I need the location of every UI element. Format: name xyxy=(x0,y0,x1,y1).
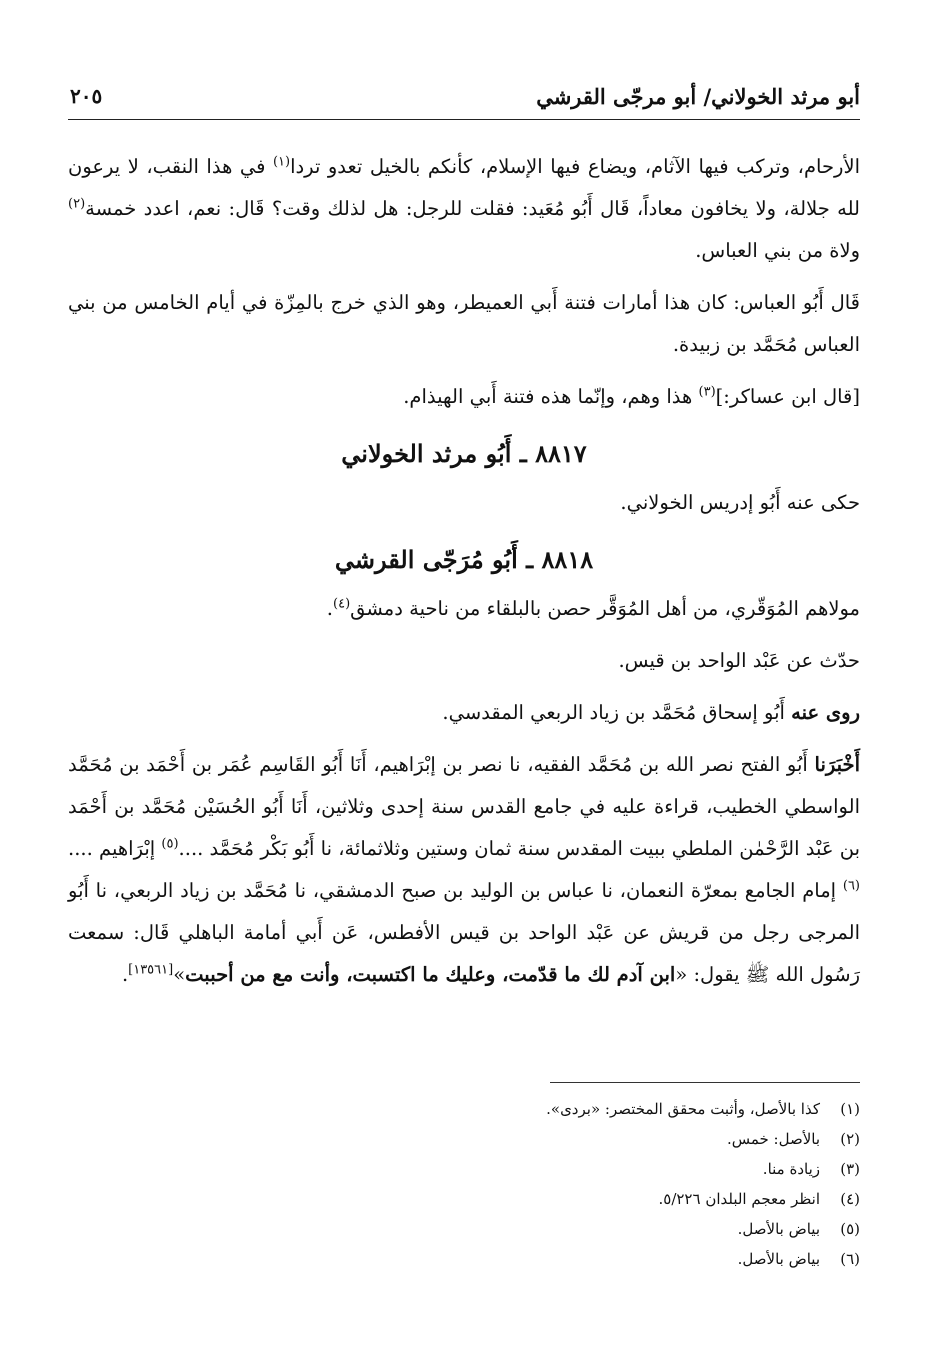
paragraph xyxy=(68,744,860,996)
paragraph xyxy=(68,376,860,418)
footnote xyxy=(68,1244,860,1274)
footnote xyxy=(68,1094,860,1124)
footnote-number: (٣) xyxy=(840,1160,860,1178)
paragraph xyxy=(68,282,860,366)
footnote-text: بياض بالأصل. xyxy=(737,1250,820,1268)
text-run: في هذا النقب، لا يرعون لله جلالة، ولا يخافون معاداً، قَال أَبُو مُعَيد: فقلت للرجل: هل لذلك وقت؟ قَال: نعم، اعدد خمسة xyxy=(68,155,860,220)
footnote-reference: [١٣٥٦١] xyxy=(128,962,174,978)
text-run: . xyxy=(326,597,333,620)
footnote xyxy=(68,1124,860,1154)
footnote xyxy=(68,1214,860,1244)
text-run: أَبُو الفتح نصر الله بن مُحَمَّد الفقيه، نا نصر بن إبْرَاهيم، أَنَا أَبُو القَاسِم عُمَر بن أَحْمَد بن مُحَمَّد الواسطي الخطيب، قراءة عليه في جامع القدس سنة إحدى وثلاثين، أَنَا أَبُو الحُسَيْن مُحَمَّد بن أَحْمَد بن عَبْد الرَّحْمٰن الملطي ببيت المقدس سنة ثمان وستين وثلاثمائة، نا أَبُو بَكْر مُحَمَّد .... xyxy=(68,753,861,860)
footnotes xyxy=(68,1094,860,1274)
footnote-text: انظر معجم البلدان ٥/٢٢٦. xyxy=(658,1190,820,1208)
text-run: . xyxy=(121,963,129,986)
text-run: [قال ابن عساكر:] xyxy=(715,385,860,408)
entry-heading: ٨٨١٧ ـ أَبُو مرثد الخولاني xyxy=(341,439,587,468)
footnote-number: (٦) xyxy=(840,1250,860,1268)
footnote-number: (٥) xyxy=(840,1220,860,1238)
footnote-text: كذا بالأصل، وأثبت محقق المختصر: «بردى». xyxy=(546,1100,820,1118)
entry-heading: ٨٨١٨ ـ أَبُو مُرَجّى القرشي xyxy=(334,545,594,574)
footnote xyxy=(68,1154,860,1184)
paragraph xyxy=(68,692,860,734)
text-run: مولاهم المُوَقّري، من أهل المُوَقَّر حصن بالبلقاء من ناحية دمشق xyxy=(350,597,860,620)
main-text xyxy=(68,146,860,996)
text-run: أَبُو إسحاق مُحَمَّد بن زياد الربعي المقدسي. xyxy=(442,701,792,724)
footnote-text: بالأصل: خمس. xyxy=(726,1130,820,1148)
text-run: حدّث عن عَبْد الواحد بن قيس. xyxy=(618,649,860,672)
text-run: ولاة من بني العباس. xyxy=(695,239,860,262)
text-run: إمام الجامع بمعرّة النعمان، نا عباس بن الوليد بن صبح الدمشقي، نا مُحَمَّد بن زياد الربعي، نا أَبُو المرجى رجل من قريش عن عَبْد الواحد بن قيس الأفطس، عَن أَبي أمامة الباهلي قَال: سمعت رَسُول الله ﷺ يقول: « xyxy=(68,879,860,986)
bold-text: روى عنه xyxy=(791,701,860,724)
text-run: الأرحام، وتركب فيها الآثام، ويضاع فيها الإسلام، كأنكم بالخيل تعدو تردا xyxy=(290,155,860,178)
footnote-number: (١) xyxy=(840,1100,860,1118)
text-run: » xyxy=(173,963,186,986)
footnote-reference: (٤) xyxy=(333,596,351,612)
bold-text: أَخْبَرَنا xyxy=(814,753,860,776)
footnote-divider xyxy=(550,1082,860,1083)
paragraph xyxy=(68,146,860,272)
text-run: قَال أَبُو العباس: كان هذا أمارات فتنة أَبي العميطر، وهو الذي خرج بالمِزّة في أيام الخامس من بني العباس مُحَمَّد بن زبيدة. xyxy=(68,291,860,356)
footnote-reference: (١) xyxy=(272,154,291,170)
footnote-number: (٢) xyxy=(840,1130,860,1148)
text-run: إبْرَاهيم .... xyxy=(68,837,162,860)
paragraph xyxy=(68,640,860,682)
running-title: أبو مرثد الخولاني/ أبو مرجّى القرشي xyxy=(536,84,860,109)
footnote-text: بياض بالأصل. xyxy=(737,1220,820,1238)
footnote-reference: (٦) xyxy=(842,878,860,894)
footnote-number: (٤) xyxy=(840,1190,860,1208)
bold-text: ابن آدم لك ما قدّمت، وعليك ما اكتسبت، وأنت مع من أحببت xyxy=(185,963,676,986)
text-run: حكى عنه أَبُو إدريس الخولاني. xyxy=(620,491,860,514)
footnote xyxy=(68,1184,860,1214)
text-run: هذا وهم، وإنّما هذه فتنة أَبي الهيذام. xyxy=(403,385,699,408)
header-rule xyxy=(68,119,860,120)
page-header xyxy=(68,80,860,120)
paragraph xyxy=(68,482,860,524)
footnote-reference: (٥) xyxy=(161,836,179,852)
footnote-reference: (٢) xyxy=(68,196,86,212)
footnote-reference: (٣) xyxy=(698,384,716,400)
paragraph xyxy=(68,588,860,630)
page-number: ٢٠٥ xyxy=(70,84,103,108)
footnote-text: زيادة منا. xyxy=(762,1160,820,1178)
